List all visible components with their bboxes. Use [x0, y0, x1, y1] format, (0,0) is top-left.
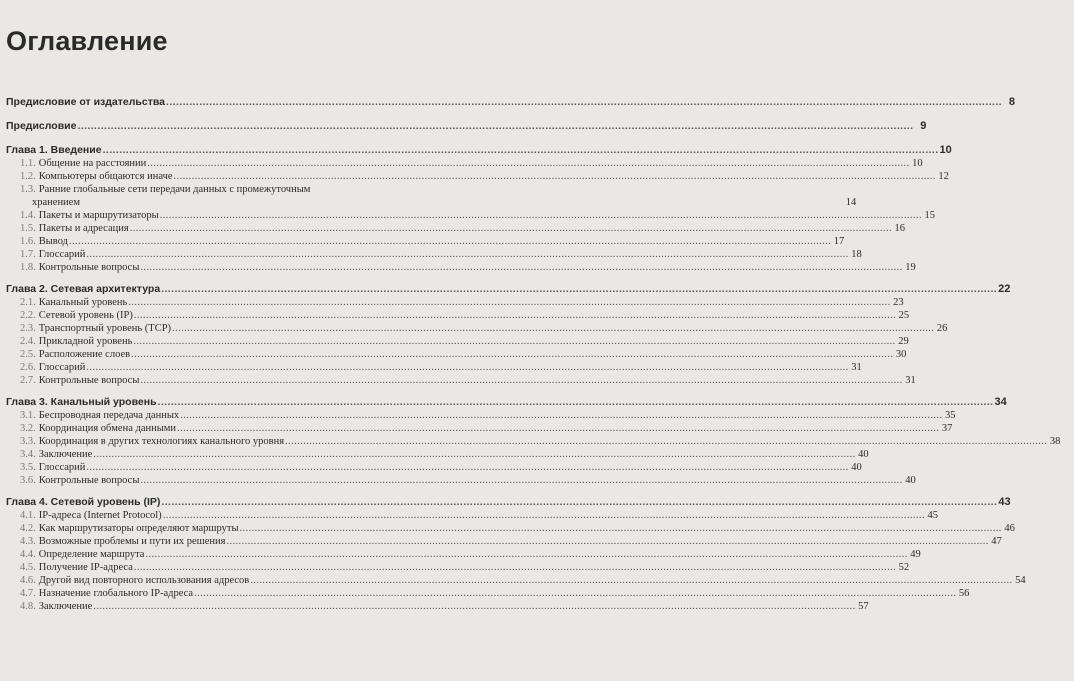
toc-entry-text: Глава 1. Введение	[6, 144, 102, 156]
toc-entry-text: Контрольные вопросы	[38, 375, 140, 386]
toc-section-number: 1.1.	[20, 158, 36, 169]
toc-section-entry	[6, 235, 845, 248]
toc-section-number: 4.7.	[20, 588, 36, 599]
toc-page-number: 25	[898, 310, 910, 321]
dot-leader	[130, 222, 892, 235]
toc-entry-label	[20, 409, 179, 422]
toc-section-number: 3.1.	[20, 410, 36, 421]
toc-section-entry	[6, 600, 869, 613]
toc-entry-label	[6, 96, 165, 109]
toc-section-number: 4.2.	[20, 523, 36, 534]
dot-leader	[93, 600, 855, 613]
toc-entry-text: Возможные проблемы и пути их решения	[38, 536, 226, 547]
toc-page-number: 31	[851, 362, 862, 373]
dot-leader	[140, 374, 902, 387]
toc-section-number: 4.8.	[20, 601, 36, 612]
dot-leader	[103, 144, 939, 157]
toc-page-number: 54	[1015, 575, 1026, 586]
toc-entry-text: IP-адреса (Internet Protocol)	[38, 510, 162, 521]
dot-leader	[177, 422, 939, 435]
toc-page-number: 14	[845, 197, 857, 208]
toc-entry-text: Вывод	[38, 236, 68, 247]
toc-section-number: 4.1.	[20, 510, 36, 521]
toc-entry-label	[6, 396, 157, 409]
toc-entry-text: Общение на расстоянии	[38, 158, 147, 169]
toc-section-entry	[6, 548, 921, 561]
toc-entry-text: Заключение	[38, 449, 93, 460]
toc-section-entry	[6, 422, 953, 435]
toc-section-entry	[6, 474, 916, 487]
toc-section-number: 3.2.	[20, 423, 36, 434]
toc-chapter-entry	[6, 396, 1007, 409]
toc-section-entry	[6, 348, 907, 361]
toc-page-number: 23	[893, 297, 904, 308]
dot-leader	[174, 170, 936, 183]
toc-entry-label	[20, 535, 225, 548]
toc-page-number: 43	[998, 496, 1011, 508]
toc-page-number: 8	[1008, 96, 1015, 108]
dot-leader	[285, 435, 1047, 448]
dot-leader	[86, 361, 848, 374]
dot-leader	[86, 461, 848, 474]
toc-section-number: 3.6.	[20, 475, 36, 486]
toc-page-number: 34	[994, 396, 1007, 408]
toc-entry-text: Глава 4. Сетевой уровень (IP)	[6, 496, 161, 508]
toc-page-number: 52	[898, 562, 910, 573]
dot-leader	[131, 348, 893, 361]
toc-page-number: 10	[912, 158, 923, 169]
toc-entry-text: Пакеты и маршрутизаторы	[38, 210, 159, 221]
toc-section-entry	[6, 574, 1026, 587]
toc-section-number: 2.1.	[20, 297, 36, 308]
toc-page-number: 38	[1049, 436, 1061, 447]
dot-leader	[133, 335, 895, 348]
toc-entry-label	[20, 261, 139, 274]
toc-entry-label	[20, 448, 92, 461]
toc-entry-label	[20, 183, 310, 196]
toc-section-entry	[6, 248, 862, 261]
toc-entry-text: Контрольные вопросы	[38, 475, 140, 486]
toc-entry-label	[20, 574, 249, 587]
dot-leader	[172, 322, 934, 335]
toc-entry-text: Координация обмена данными	[38, 423, 177, 434]
toc-entry-label	[20, 235, 68, 248]
toc-section-entry	[6, 509, 938, 522]
toc-section-number: 2.5.	[20, 349, 36, 360]
dot-leader	[163, 509, 925, 522]
dot-leader	[134, 309, 896, 322]
toc-front-entry	[6, 96, 1015, 109]
toc-entry-label	[20, 461, 85, 474]
toc-section-number: 2.3.	[20, 323, 36, 334]
toc-entry-label	[20, 157, 146, 170]
dot-leader	[77, 120, 913, 133]
toc-section-entry	[6, 157, 923, 170]
toc-entry-label	[20, 422, 176, 435]
toc-chapter-entry	[6, 496, 1011, 509]
toc-section-entry	[6, 435, 1061, 448]
dot-leader	[69, 235, 831, 248]
toc-entry-label	[20, 348, 130, 361]
dot-leader	[93, 448, 855, 461]
toc-entry-text: Предисловие	[6, 120, 77, 132]
toc-page-number: 31	[905, 375, 916, 386]
toc-entry-text: Транспортный уровень (TCP)	[38, 323, 172, 334]
toc-page-number: 16	[894, 223, 906, 234]
toc-section-entry	[6, 322, 948, 335]
toc-entry-label	[6, 144, 102, 157]
toc-section-entry	[6, 196, 857, 209]
toc-chapter-entry	[6, 144, 952, 157]
toc-section-number: 1.4.	[20, 210, 36, 221]
toc-entry-label	[20, 600, 92, 613]
toc-page-number: 17	[833, 236, 845, 247]
toc-entry-text: Глоссарий	[38, 462, 86, 473]
toc-section-entry	[6, 209, 935, 222]
toc-entry-text: Глава 3. Канальный уровень	[6, 396, 157, 408]
table-of-contents	[6, 90, 1061, 613]
toc-section-number: 1.3.	[20, 184, 36, 195]
toc-entry-label	[20, 322, 171, 335]
dot-leader	[194, 587, 956, 600]
toc-section-number: 2.4.	[20, 336, 36, 347]
toc-entry-label	[20, 474, 139, 487]
dot-leader	[134, 561, 896, 574]
dot-leader	[250, 574, 1012, 587]
dot-leader	[166, 96, 1002, 109]
toc-page-number: 15	[924, 210, 935, 221]
toc-page-number: 18	[851, 249, 862, 260]
toc-entry-label	[20, 248, 85, 261]
toc-entry-text: Как маршрутизаторы определяют маршруты	[38, 523, 239, 534]
toc-entry-text: Пакеты и адресация	[38, 223, 129, 234]
dot-leader	[128, 296, 890, 309]
toc-entry-text: Глава 2. Сетевая архитектура	[6, 283, 161, 295]
toc-section-entry	[6, 561, 910, 574]
toc-page-number: 45	[927, 510, 938, 521]
toc-entry-text: Назначение глобального IP-адреса	[38, 588, 194, 599]
toc-section-entry	[6, 535, 1002, 548]
toc-section-number: 1.2.	[20, 171, 36, 182]
toc-page-number: 22	[998, 283, 1011, 295]
toc-section-number: 2.7.	[20, 375, 36, 386]
toc-section-number: 3.5.	[20, 462, 36, 473]
toc-entry-text: Глоссарий	[38, 362, 86, 373]
toc-section-entry	[6, 335, 909, 348]
toc-page-number: 40	[858, 449, 869, 460]
toc-section-entry	[6, 261, 916, 274]
toc-page-number: 46	[1004, 523, 1015, 534]
toc-chapter-entry	[6, 283, 1011, 296]
toc-entry-text: Беспроводная передача данных	[38, 410, 180, 421]
toc-entry-text: Ранние глобальные сети передачи данных с промежуточным	[38, 184, 311, 195]
toc-entry-text: Другой вид повторного использования адресов	[38, 575, 250, 586]
toc-entry-text: Координация в других технологиях канального уровня	[38, 436, 285, 447]
toc-section-number: 3.3.	[20, 436, 36, 447]
toc-entry-text: Глоссарий	[38, 249, 86, 260]
toc-section-number: 4.4.	[20, 549, 36, 560]
toc-section-entry	[6, 448, 869, 461]
toc-entry-label	[20, 587, 193, 600]
toc-page-number: 56	[958, 588, 970, 599]
dot-leader	[147, 157, 909, 170]
dot-leader	[161, 496, 997, 509]
toc-section-entry	[6, 170, 949, 183]
toc-section-entry	[6, 409, 956, 422]
toc-page-number: 37	[941, 423, 953, 434]
toc-page-number: 40	[851, 462, 862, 473]
toc-page-number: 30	[895, 349, 907, 360]
toc-section-number: 1.6.	[20, 236, 36, 247]
toc-entry-label	[20, 335, 132, 348]
toc-entry-text: Расположение слоев	[38, 349, 131, 360]
toc-entry-label	[20, 374, 139, 387]
toc-entry-text: Компьютеры общаются иначе	[38, 171, 173, 182]
toc-page-number: 47	[991, 536, 1002, 547]
dot-leader	[158, 396, 994, 409]
toc-entry-label	[20, 522, 239, 535]
toc-section-number: 1.5.	[20, 223, 36, 234]
toc-section-entry	[6, 183, 408, 196]
toc-section-number: 4.3.	[20, 536, 36, 547]
toc-section-number: 3.4.	[20, 449, 36, 460]
toc-entry-text: Контрольные вопросы	[38, 262, 140, 273]
toc-entry-text: хранением	[32, 197, 80, 208]
toc-section-number: 4.5.	[20, 562, 36, 573]
dot-leader	[140, 261, 902, 274]
toc-page-number: 40	[905, 475, 916, 486]
toc-entry-text: Заключение	[38, 601, 93, 612]
dot-leader	[86, 248, 848, 261]
toc-page-number: 9	[920, 120, 927, 132]
toc-section-number: 2.2.	[20, 310, 36, 321]
toc-page-number: 10	[939, 144, 952, 156]
toc-entry-label	[20, 509, 162, 522]
toc-entry-text: Определение маршрута	[38, 549, 145, 560]
dot-leader	[226, 535, 988, 548]
toc-section-number: 1.8.	[20, 262, 36, 273]
dot-leader	[240, 522, 1002, 535]
toc-entry-text: Прикладной уровень	[38, 336, 133, 347]
toc-section-entry	[6, 361, 862, 374]
toc-entry-text: Предисловие от издательства	[6, 96, 166, 108]
toc-section-number: 1.7.	[20, 249, 36, 260]
toc-entry-label	[20, 222, 129, 235]
dot-leader	[145, 548, 907, 561]
toc-entry-label	[6, 120, 76, 133]
dot-leader	[180, 409, 942, 422]
dot-leader	[161, 283, 997, 296]
toc-page-number: 49	[910, 549, 921, 560]
toc-page-number: 35	[944, 410, 956, 421]
toc-section-entry	[6, 222, 906, 235]
toc-entry-text: Получение IP-адреса	[38, 562, 133, 573]
toc-entry-text: Сетевой уровень (IP)	[38, 310, 133, 321]
toc-section-entry	[6, 374, 916, 387]
toc-entry-label	[20, 296, 127, 309]
toc-page-number: 12	[938, 171, 949, 182]
toc-page-number: 19	[905, 262, 916, 273]
toc-section-entry	[6, 309, 910, 322]
page-title: Оглавление	[6, 26, 168, 56]
toc-entry-label	[20, 361, 85, 374]
toc-entry-label	[20, 209, 159, 222]
toc-page-number: 26	[936, 323, 948, 334]
toc-section-entry	[6, 587, 970, 600]
toc-section-entry	[6, 296, 904, 309]
toc-section-entry	[6, 522, 1015, 535]
toc-entry-label	[32, 196, 80, 209]
toc-page-number: 29	[898, 336, 909, 347]
toc-section-number: 4.6.	[20, 575, 36, 586]
toc-entry-label	[20, 170, 173, 183]
toc-entry-label	[6, 496, 160, 509]
toc-entry-label	[20, 435, 284, 448]
dot-leader	[160, 209, 922, 222]
toc-entry-label	[20, 309, 133, 322]
toc-section-entry	[6, 461, 862, 474]
toc-page-number: 57	[858, 601, 869, 612]
toc-entry-text: Канальный уровень	[38, 297, 128, 308]
toc-entry-label	[6, 283, 160, 296]
toc-entry-label	[20, 548, 144, 561]
dot-leader	[140, 474, 902, 487]
toc-section-number: 2.6.	[20, 362, 36, 373]
toc-front-entry	[6, 120, 927, 133]
toc-entry-label	[20, 561, 133, 574]
